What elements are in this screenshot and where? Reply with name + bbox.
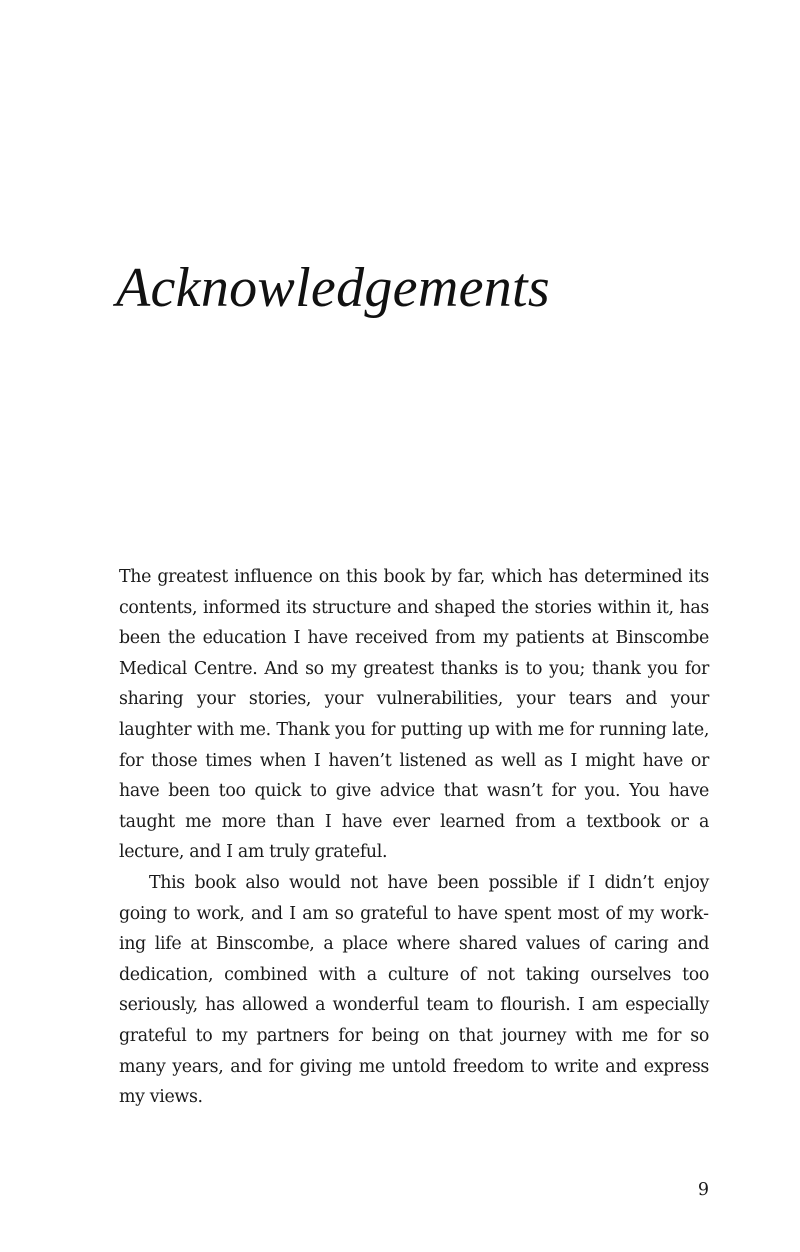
- page-number: 9: [697, 1180, 709, 1200]
- paragraph-1: The greatest influence on this book by far, which has determined its contents, informed its structure and shaped the stories within it, has been the education I have received from my patients at Binscombe Medical Centre. And so my greatest thanks is to you; thank you for sharing your stories, your vulnerabilities, your tears and your laughter with me. Thank you for putting up with me for running late, for those times when I haven’t listened as well as I might have or have been too quick to give advice that wasn’t for you. You have taught me more than I have ever learned from a textbook or a lecture, and I am truly grateful.: [119, 567, 709, 863]
- body-text: [119, 562, 709, 1113]
- paragraph-2: This book also would not have been possible if I didn’t enjoy going to work, and I am so grateful to have spent most of my working life at Binscombe, a place where shared values of caring and dedication, combined with a culture of not taking ourselves too seriously, has allowed a wonderful team to flourish. I am especially grateful to my partners for being on that journey with me for so many years, and for giving me untold freedom to write and express my views.: [119, 872, 709, 1108]
- chapter-title: Acknowledgements: [116, 257, 550, 319]
